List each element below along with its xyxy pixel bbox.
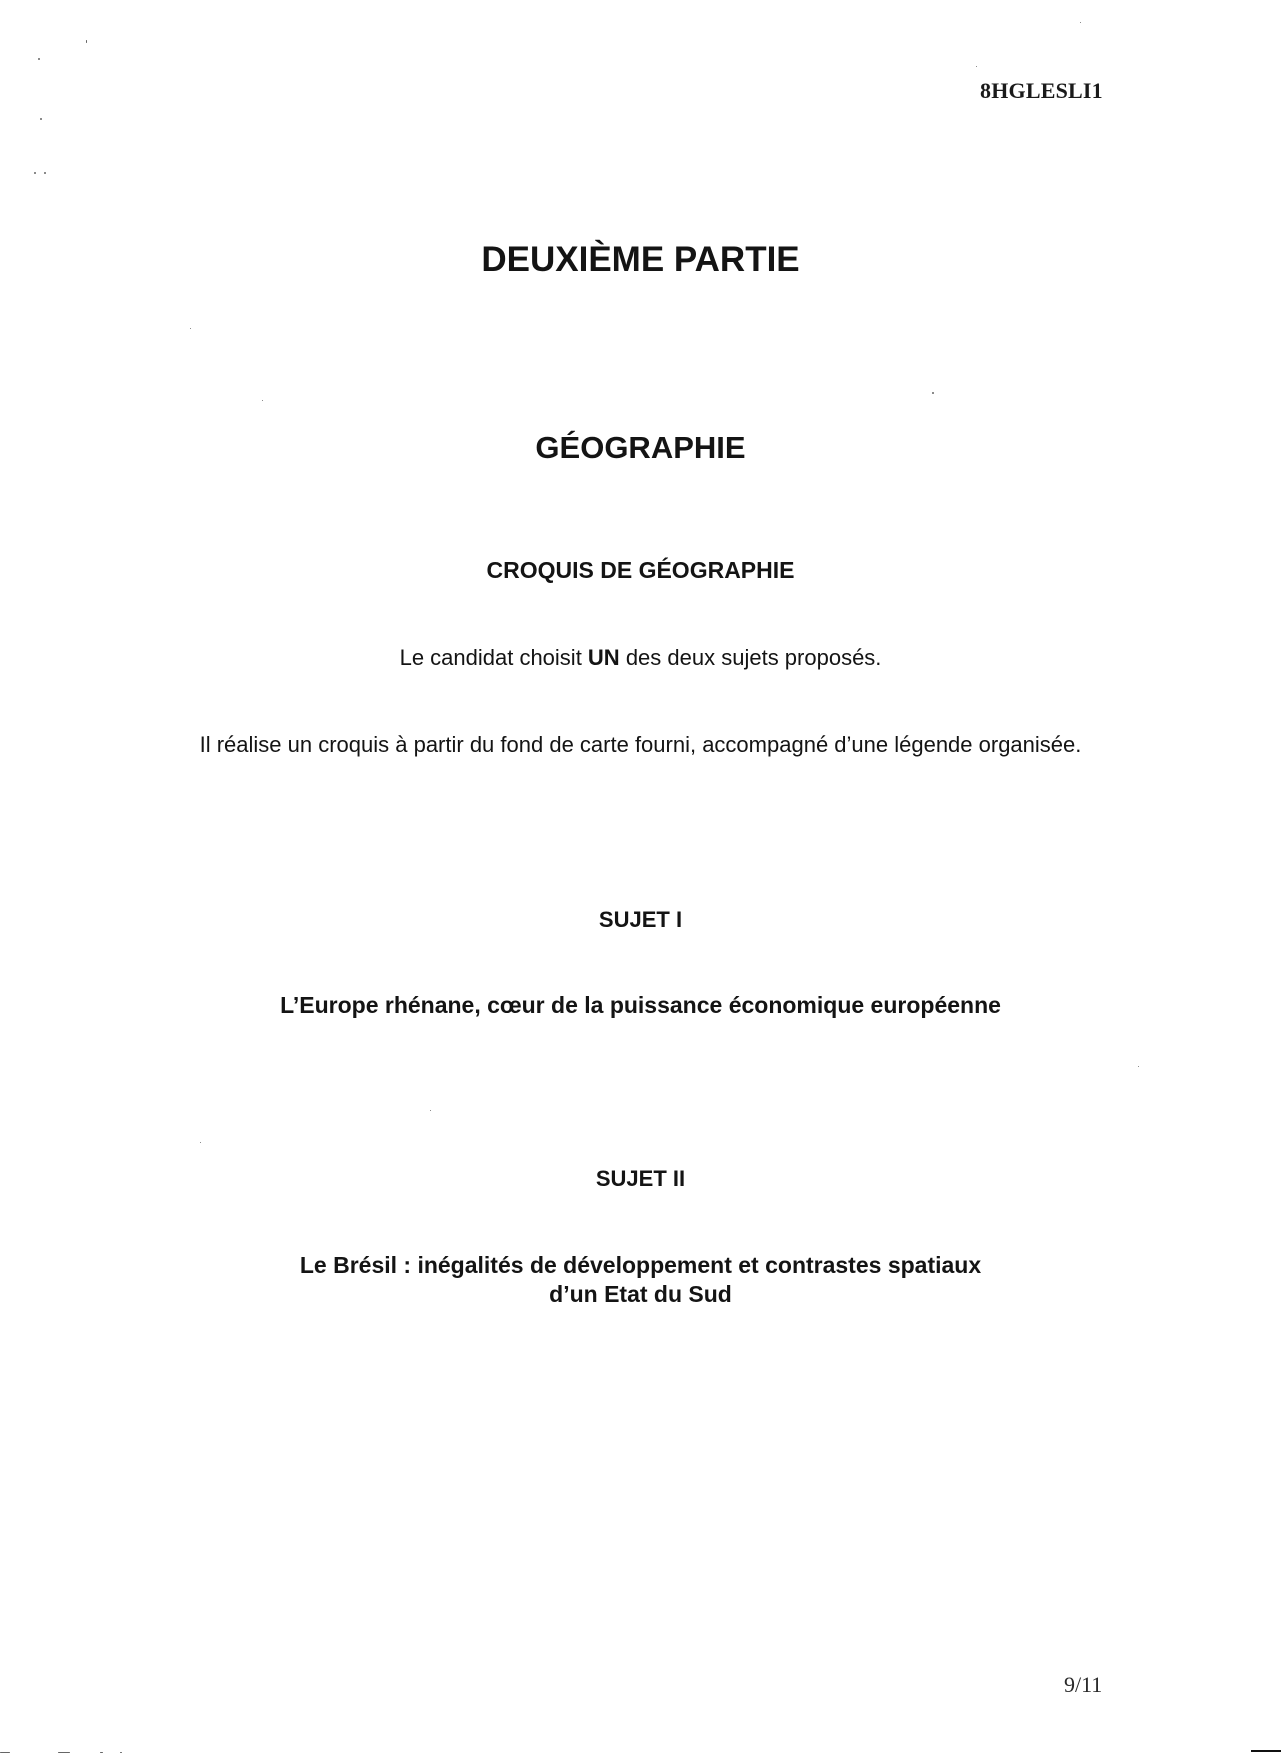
scan-speck xyxy=(200,1142,201,1143)
section-title: GÉOGRAPHIE xyxy=(535,430,746,465)
instruction-text-after: des deux sujets proposés. xyxy=(619,645,882,670)
page-number: 9/11 xyxy=(1064,1672,1103,1697)
scan-speck xyxy=(86,40,87,43)
scan-speck xyxy=(0,1752,10,1753)
subject-2-title xyxy=(0,1251,1281,1309)
instruction-emphasis: UN xyxy=(587,645,620,670)
scan-speck xyxy=(976,66,977,67)
document-code: 8HGLESLI1 xyxy=(980,78,1103,103)
scan-speck xyxy=(100,1752,103,1753)
scan-speck xyxy=(40,118,42,120)
subject-1-label: SUJET I xyxy=(598,907,683,932)
subject-2-title-line-1: Le Brésil : inégalités de développement et contrastes spatiaux xyxy=(299,1252,982,1278)
subject-1-title: L’Europe rhénane, cœur de la puissance économique européenne xyxy=(280,992,1001,1018)
scan-speck xyxy=(262,400,263,401)
instruction-make-sketch: Il réalise un croquis à partir du fond de carte fourni, accompagné d’une légende organisée. xyxy=(199,732,1082,757)
scan-speck xyxy=(34,172,36,174)
scan-speck xyxy=(58,1752,70,1753)
scan-speck xyxy=(932,392,934,394)
scan-speck xyxy=(44,172,46,174)
part-title: DEUXIÈME PARTIE xyxy=(481,240,800,279)
scan-speck xyxy=(190,328,191,329)
instruction-text-before: Le candidat choisit xyxy=(399,645,588,670)
scan-edge-mark xyxy=(1251,1750,1281,1752)
instruction-choose-subject xyxy=(0,645,1281,671)
subject-2-label: SUJET II xyxy=(595,1166,686,1191)
subsection-title: CROQUIS DE GÉOGRAPHIE xyxy=(486,557,795,583)
subject-2-title-line-2: d’un Etat du Sud xyxy=(549,1281,732,1307)
scan-speck xyxy=(1080,22,1081,23)
scan-speck xyxy=(1138,1066,1139,1067)
scan-speck xyxy=(38,58,40,60)
scan-speck xyxy=(430,1110,431,1111)
scan-speck xyxy=(120,1752,122,1753)
